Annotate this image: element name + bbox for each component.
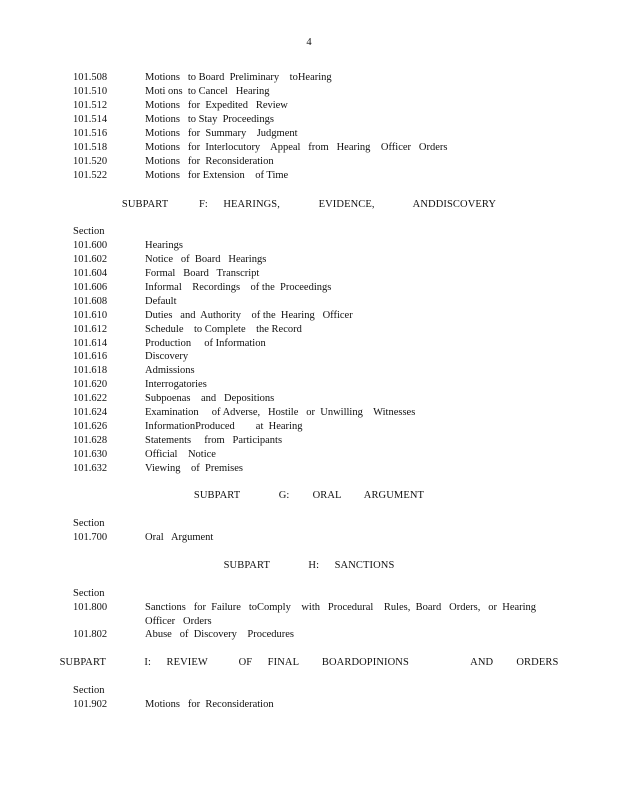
section-label: Section xyxy=(73,226,105,237)
section-title: Motions to Board Preliminary toHearing xyxy=(145,72,332,83)
section-title: Notice of Board Hearings xyxy=(145,254,267,265)
section-number: 101.624 xyxy=(73,407,108,418)
section-number: 101.608 xyxy=(73,296,108,307)
section-title: Viewing of Premises xyxy=(145,463,243,474)
section-title: Motions to Stay Proceedings xyxy=(145,114,274,125)
section-number: 101.628 xyxy=(73,435,108,446)
subpart-heading-h: SUBPART H: SANCTIONS xyxy=(223,560,395,571)
section-title: Oral Argument xyxy=(145,532,214,543)
section-title: Official Notice xyxy=(145,449,216,460)
section-number: 101.518 xyxy=(73,142,108,153)
section-number: 101.610 xyxy=(73,310,108,321)
section-title: Discovery xyxy=(145,351,189,362)
section-number: 101.602 xyxy=(73,254,108,265)
section-number: 101.632 xyxy=(73,463,108,474)
section-number: 101.630 xyxy=(73,449,108,460)
section-number: 101.614 xyxy=(73,338,108,349)
section-title: Statements from Participants xyxy=(145,435,283,446)
section-title: Interrogatories xyxy=(145,379,207,390)
subpart-heading-i: SUBPART I: REVIEW OF FINAL BOARDOPINIONS AND ORDERS xyxy=(59,657,559,668)
section-title: Motions for Extension of Time xyxy=(145,170,289,181)
section-title-continued: Officer Orders xyxy=(145,616,212,627)
section-number: 101.620 xyxy=(73,379,108,390)
section-number: 101.510 xyxy=(73,86,108,97)
section-title: Sanctions for Failure toComply with Procedural Rules, Board Orders, or Hearing xyxy=(145,602,537,613)
section-label: Section xyxy=(73,588,105,599)
section-title: Duties and Authority of the Hearing Officer xyxy=(145,310,353,321)
section-number: 101.512 xyxy=(73,100,108,111)
section-number: 101.626 xyxy=(73,421,108,432)
subpart-heading-f: SUBPART F: HEARINGS, EVIDENCE, ANDDISCOVERY xyxy=(121,199,497,210)
section-title: Motions for Reconsideration xyxy=(145,699,274,710)
section-number: 101.616 xyxy=(73,351,108,362)
section-number: 101.902 xyxy=(73,699,108,710)
section-number: 101.622 xyxy=(73,393,108,404)
section-number: 101.604 xyxy=(73,268,108,279)
section-title: Production of Information xyxy=(145,338,266,349)
section-number: 101.522 xyxy=(73,170,108,181)
section-number: 101.700 xyxy=(73,532,108,543)
section-number: 101.520 xyxy=(73,156,108,167)
section-title: Moti ons to Cancel Hearing xyxy=(145,86,270,97)
section-number: 101.514 xyxy=(73,114,108,125)
section-number: 101.606 xyxy=(73,282,108,293)
section-title: Examination of Adverse, Hostile or Unwilling Witnesses xyxy=(145,407,416,418)
page-number: 4 xyxy=(306,37,312,48)
section-title: Subpoenas and Depositions xyxy=(145,393,275,404)
section-title: Motions for Reconsideration xyxy=(145,156,274,167)
section-title: Formal Board Transcript xyxy=(145,268,260,279)
section-title: Admissions xyxy=(145,365,195,376)
section-title: Motions for Interlocutory Appeal from Hearing Officer Orders xyxy=(145,142,448,153)
section-title: InformationProduced at Hearing xyxy=(145,421,303,432)
section-title: Schedule to Complete the Record xyxy=(145,324,302,335)
section-number: 101.600 xyxy=(73,240,108,251)
section-title: Motions for Summary Judgment xyxy=(145,128,298,139)
section-number: 101.802 xyxy=(73,629,108,640)
section-title: Motions for Expedited Review xyxy=(145,100,288,111)
section-label: Section xyxy=(73,518,105,529)
section-number: 101.612 xyxy=(73,324,108,335)
section-label: Section xyxy=(73,685,105,696)
section-title: Default xyxy=(145,296,177,307)
section-number: 101.516 xyxy=(73,128,108,139)
section-title: Informal Recordings of the Proceedings xyxy=(145,282,332,293)
section-number: 101.618 xyxy=(73,365,108,376)
section-title: Hearings xyxy=(145,240,183,251)
section-number: 101.800 xyxy=(73,602,108,613)
section-title: Abuse of Discovery Procedures xyxy=(145,629,295,640)
subpart-heading-g: SUBPART G: ORAL ARGUMENT xyxy=(193,490,425,501)
section-number: 101.508 xyxy=(73,72,108,83)
